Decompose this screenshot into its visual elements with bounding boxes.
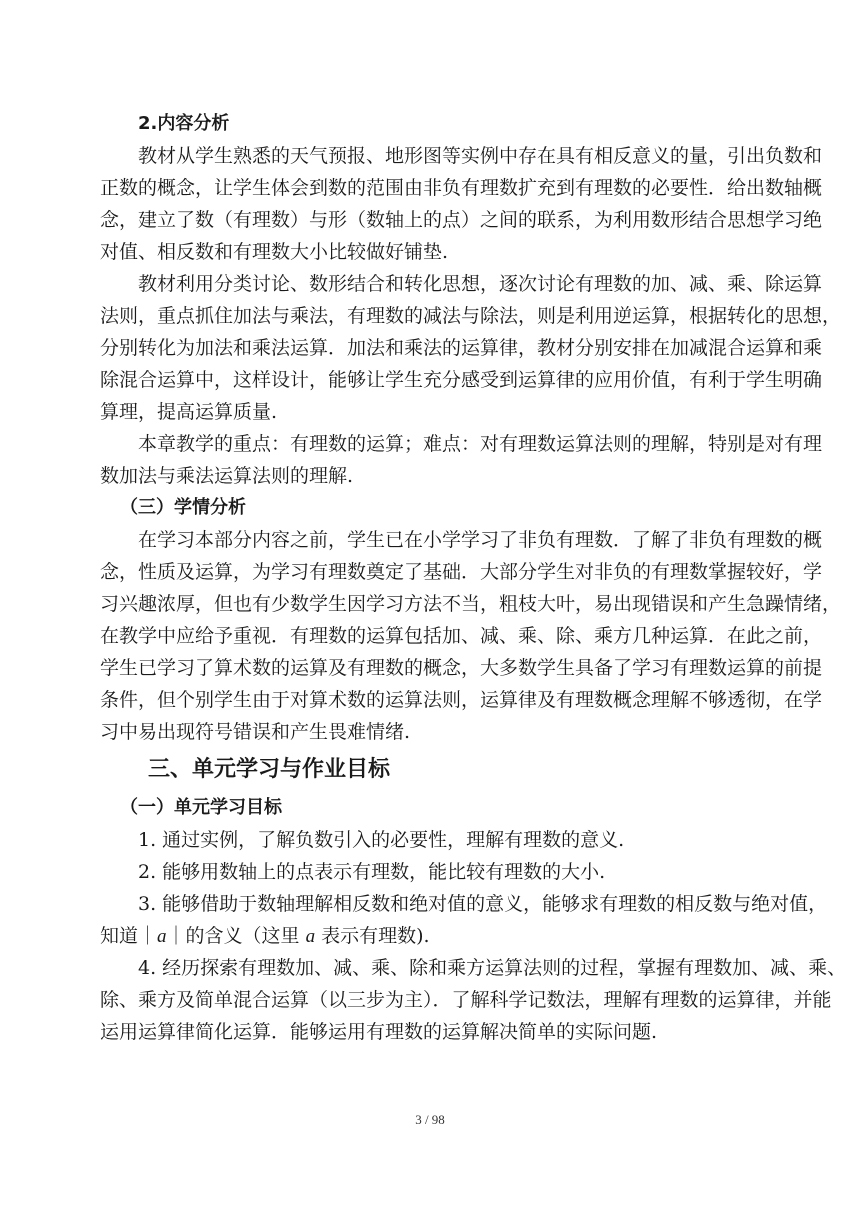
heading-learning-situation: （三）学情分析: [120, 497, 246, 518]
text-line: 数加法与乘法运算法则的理解.: [100, 465, 354, 487]
text-line: 4. 经历探索有理数加、减、乘、除和乘方运算法则的过程，掌握有理数加、减、乘、: [138, 957, 847, 979]
text-line: 正数的概念，让学生体会到数的范围由非负有理数扩充到有理数的必要性．给出数轴概: [100, 177, 823, 199]
text-line: 在教学中应给予重视．有理数的运算包括加、减、乘、除、乘方几种运算．在此之前，: [100, 625, 823, 647]
variable-a: a: [305, 926, 316, 947]
text-line: [100, 920, 760, 952]
text-line: 习兴趣浓厚，但也有少数学生因学习方法不当，粗枝大叶，易出现错误和产生急躁情绪，: [100, 593, 842, 615]
text-fragment: ｜的含义（这里: [166, 925, 306, 947]
text-line: 教材从学生熟悉的天气预报、地形图等实例中存在具有相反意义的量，引出负数和: [138, 145, 823, 167]
chapter-heading-goals: 三、单元学习与作业目标: [148, 757, 391, 782]
goal-item-3: [100, 888, 828, 952]
text-line: 条件，但个别学生由于对算术数的运算法则，运算律及有理数概念理解不够透彻，在学: [100, 689, 823, 711]
text-line: 念，建立了数（有理数）与形（数轴上的点）之间的联系，为利用数形结合思想学习绝: [100, 209, 823, 231]
text-line: 3. 能够借助于数轴理解相反数和绝对值的意义，能够求有理数的相反数与绝对值，: [138, 893, 828, 915]
goal-item-4: [100, 952, 847, 1048]
variable-a: a: [157, 926, 167, 947]
text-line: 在学习本部分内容之前，学生已在小学学习了非负有理数．了解了非负有理数的概: [138, 529, 823, 551]
text-line: 运用运算律简化运算．能够运用有理数的运算解决简单的实际问题.: [100, 1021, 658, 1043]
page-content: [100, 108, 847, 1048]
text-line: 学生已学习了算术数的运算及有理数的概念，大多数学生具备了学习有理数运算的前提: [100, 657, 823, 679]
text-line: 念，性质及运算，为学习有理数奠定了基础．大部分学生对非负的有理数掌握较好，学: [100, 561, 823, 583]
goal-item-2: 2. 能够用数轴上的点表示有理数，能比较有理数的大小.: [138, 861, 606, 883]
paragraph-learning-situation: [100, 524, 842, 748]
text-line: 教材利用分类讨论、数形结合和转化思想，逐次讨论有理数的加、减、乘、除运算: [138, 273, 823, 295]
text-line: 对值、相反数和有理数大小比较做好铺垫.: [100, 241, 449, 263]
page-number: 3 / 98: [415, 1112, 445, 1127]
heading-unit-goals: （一）单元学习目标: [120, 797, 282, 818]
text-line: 算理，提高运算质量.: [100, 401, 278, 423]
text-line: 除混合运算中，这样设计，能够让学生充分感受到运算律的应用价值，有利于学生明确: [100, 369, 823, 391]
paragraph-content-3: [100, 428, 823, 492]
text-line: 分别转化为加法和乘法运算．加法和乘法的运算律，教材分别安排在加减混合运算和乘: [100, 337, 823, 359]
text-fragment: 表示有理数).: [315, 925, 430, 947]
heading-content-analysis: 2.内容分析: [138, 113, 230, 134]
paragraph-content-1: [100, 140, 823, 268]
goal-item-1: 1. 通过实例，了解负数引入的必要性，理解有理数的意义.: [138, 829, 625, 851]
paragraph-content-2: [100, 268, 842, 428]
text-line: 本章教学的重点：有理数的运算；难点：对有理数运算法则的理解，特别是对有理: [138, 433, 823, 455]
text-fragment: 知道｜: [100, 925, 158, 947]
text-line: 除、乘方及简单混合运算（以三步为主）．了解科学记数法，理解有理数的运算律，并能: [100, 989, 832, 1011]
text-line: 习中易出现符号错误和产生畏难情绪.: [100, 721, 411, 743]
text-line: 法则，重点抓住加法与乘法，有理数的减法与除法，则是利用逆运算，根据转化的思想，: [100, 305, 842, 327]
